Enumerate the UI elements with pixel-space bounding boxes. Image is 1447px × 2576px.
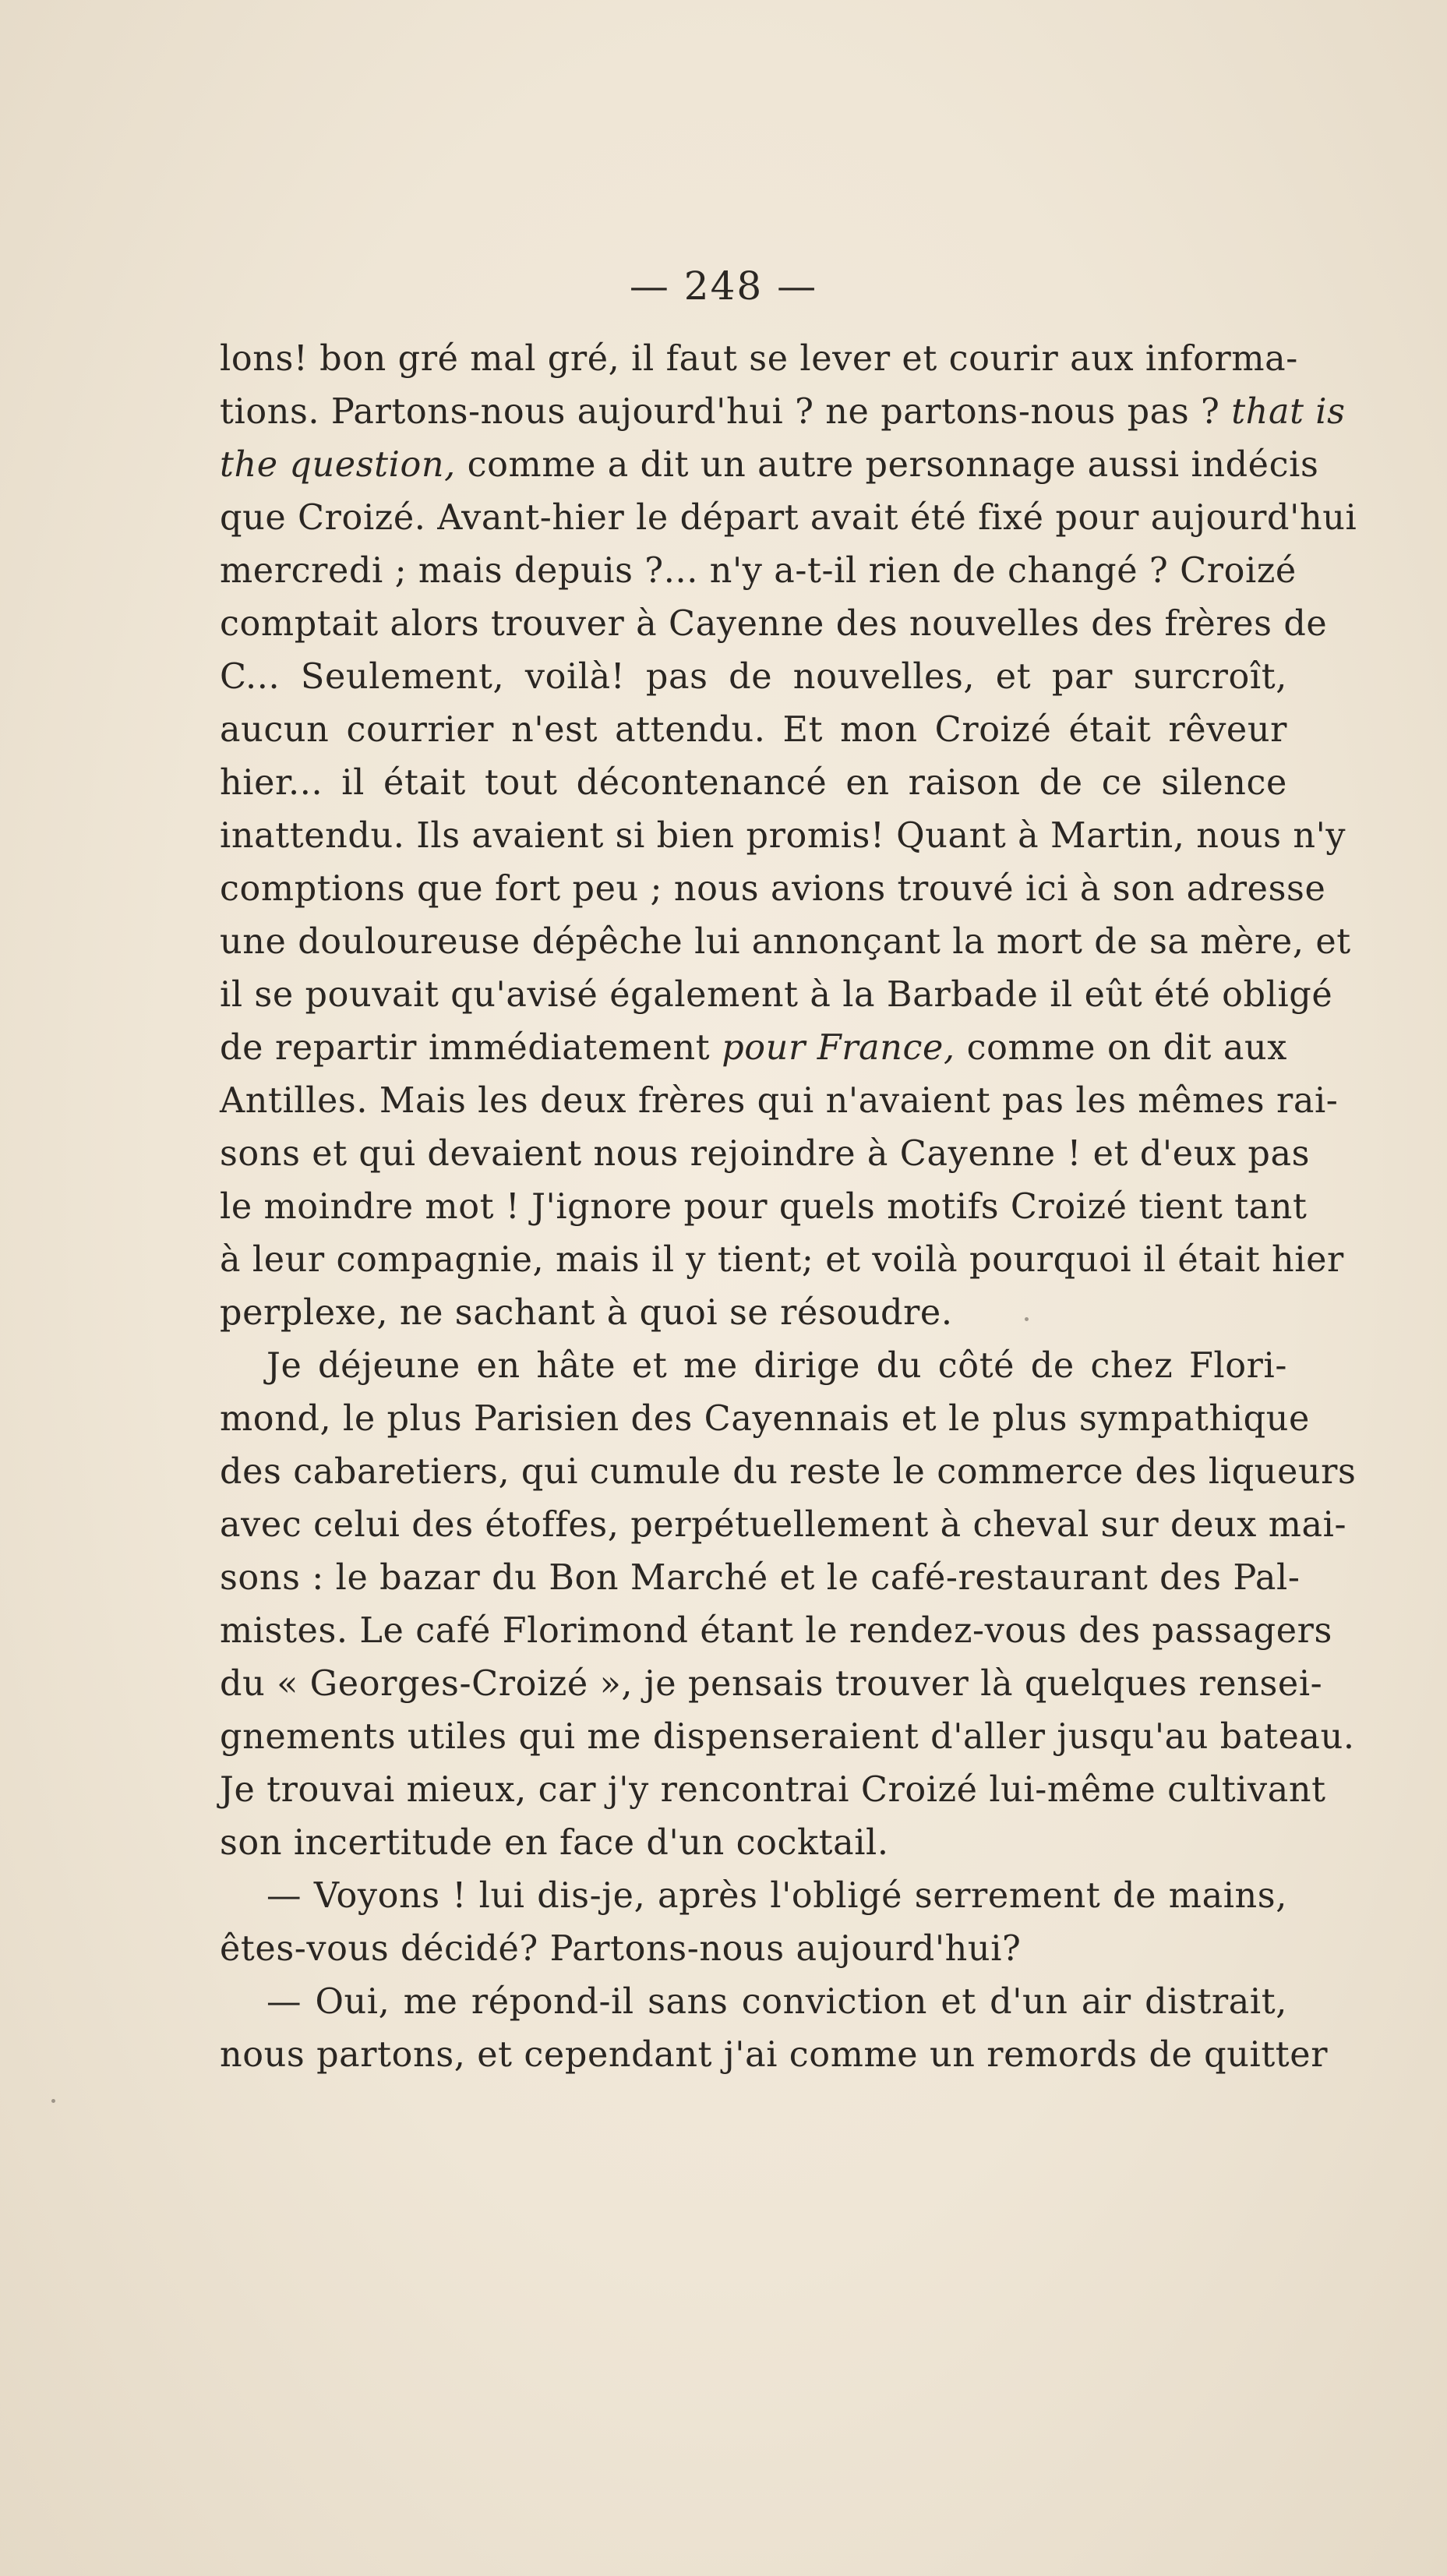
italic-phrase: pour France, xyxy=(722,1028,955,1068)
text-line: Antilles. Mais les deux frères qui n'avaient pas les mêmes rai- xyxy=(220,1081,1339,1121)
text-line: des cabaretiers, qui cumule du reste le commerce des liqueurs xyxy=(220,1452,1357,1492)
text-line: lons! bon gré mal gré, il faut se lever et courir aux informa- xyxy=(220,339,1298,379)
text-line: nous partons, et cependant j'ai comme un remords de quitter xyxy=(220,2035,1329,2075)
paragraph-start-line: Je déjeune en hâte et me dirige du côté de chez Flori- xyxy=(266,1346,1287,1386)
text-line: mistes. Le café Florimond étant le rendez-vous des passagers xyxy=(220,1611,1332,1651)
text-line: inattendu. Ils avaient si bien promis! Quant à Martin, nous n'y xyxy=(220,816,1346,856)
text-line: sons et qui devaient nous rejoindre à Cayenne ! et d'eux pas xyxy=(220,1134,1311,1174)
text-line: mond, le plus Parisien des Cayennais et le plus sympathique xyxy=(220,1399,1310,1439)
italic-phrase: the question, xyxy=(220,445,456,485)
italic-phrase: that is xyxy=(1231,392,1346,432)
text-line: du « Georges-Croizé », je pensais trouver là quelques rensei- xyxy=(220,1664,1323,1704)
dialogue-start-line: — Oui, me répond-il sans conviction et d'un air distrait, xyxy=(266,1982,1287,2022)
text-line: gnements utiles qui me dispenseraient d'aller jusqu'au bateau. xyxy=(220,1717,1355,1757)
paper-speck xyxy=(51,2099,55,2103)
text-line: avec celui des étoffes, perpétuellement à cheval sur deux mai- xyxy=(220,1505,1347,1545)
text-line: sons : le bazar du Bon Marché et le café-restaurant des Pal- xyxy=(220,1558,1301,1598)
text-line: que Croizé. Avant-hier le départ avait été fixé pour aujourd'hui xyxy=(220,498,1357,538)
text-line: C... Seulement, voilà! pas de nouvelles, et par surcroît, xyxy=(220,657,1287,697)
paper-speck xyxy=(1025,1317,1029,1321)
text-line: mercredi ; mais depuis ?... n'y a-t-il rien de changé ? Croizé xyxy=(220,551,1297,591)
dialogue-start-line: — Voyons ! lui dis-je, après l'obligé serrement de mains, xyxy=(266,1876,1287,1916)
text-line: hier... il était tout décontenancé en raison de ce silence xyxy=(220,763,1287,803)
text-line: à leur compagnie, mais il y tient; et voilà pourquoi il était hier xyxy=(220,1240,1344,1280)
text-line: tions. Partons-nous aujourd'hui ? ne partons-nous pas ? that is xyxy=(220,392,1346,432)
text-line: le moindre mot ! J'ignore pour quels motifs Croizé tient tant xyxy=(220,1187,1308,1227)
text-line: il se pouvait qu'avisé également à la Barbade il eût été obligé xyxy=(220,975,1333,1015)
text-line: the question, comme a dit un autre personnage aussi indécis xyxy=(220,445,1319,485)
text-line: une douloureuse dépêche lui annonçant la mort de sa mère, et xyxy=(220,922,1351,962)
text-line: comptait alors trouver à Cayenne des nouvelles des frères de xyxy=(220,604,1328,644)
paragraph-end-line: êtes-vous décidé? Partons-nous aujourd'hui? xyxy=(220,1929,1022,1969)
paragraph-end-line: perplexe, ne sachant à quoi se résoudre. xyxy=(220,1293,953,1333)
text-line: de repartir immédiatement pour France, comme on dit aux xyxy=(220,1028,1287,1068)
page-number: — 248 — xyxy=(629,263,818,309)
text-line: Je trouvai mieux, car j'y rencontrai Croizé lui-même cultivant xyxy=(220,1770,1326,1810)
text-line: comptions que fort peu ; nous avions trouvé ici à son adresse xyxy=(220,869,1326,909)
body-text xyxy=(220,333,1357,2082)
text-line: aucun courrier n'est attendu. Et mon Croizé était rêveur xyxy=(220,710,1287,750)
paragraph-end-line: son incertitude en face d'un cocktail. xyxy=(220,1823,889,1863)
